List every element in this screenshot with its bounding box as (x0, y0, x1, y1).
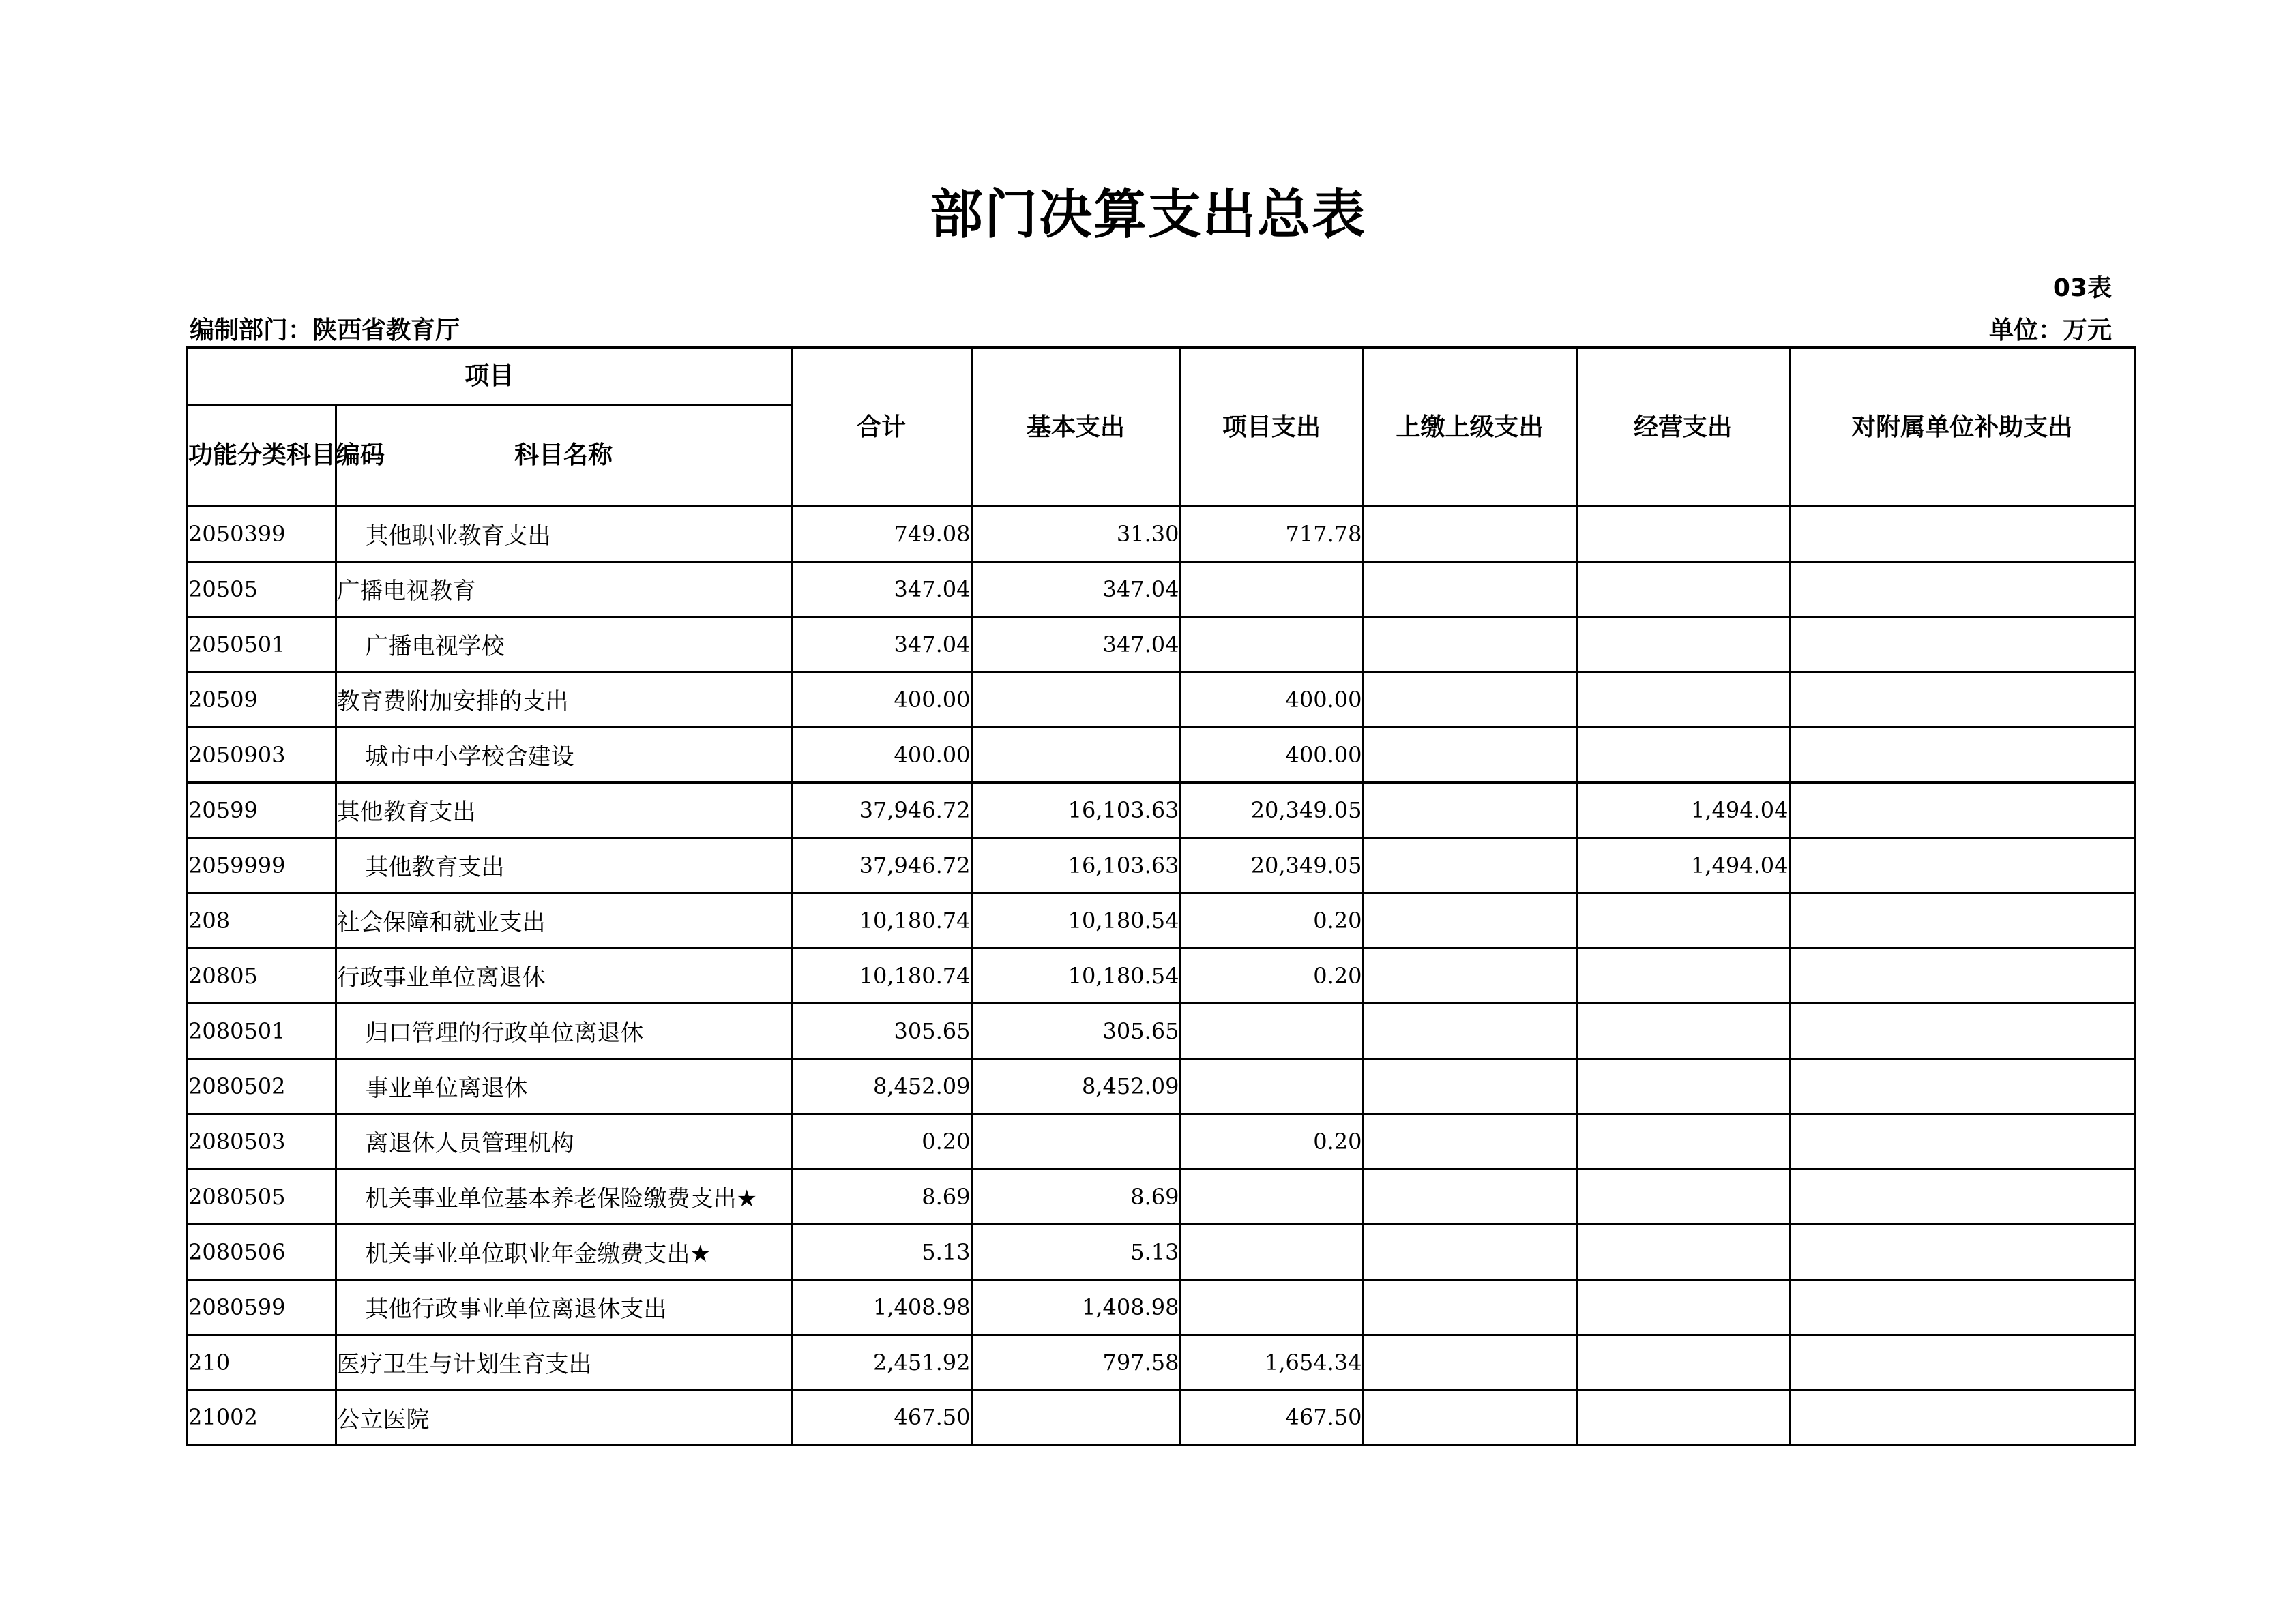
cell-total: 305.65 (791, 1003, 971, 1058)
header-project: 项目支出 (1180, 348, 1363, 506)
page-title: 部门决算支出总表 (929, 184, 1366, 245)
cell-basic (971, 672, 1180, 727)
cell-subsidy (1789, 1003, 2135, 1058)
header-subsidy: 对附属单位补助支出 (1789, 348, 2135, 506)
cell-basic (971, 727, 1180, 782)
cell-name: 机关事业单位职业年金缴费支出★ (336, 1224, 791, 1279)
cell-name: 事业单位离退休 (336, 1058, 791, 1114)
table-body (187, 506, 2135, 1445)
cell-name: 教育费附加安排的支出 (336, 672, 791, 727)
cell-subsidy (1789, 727, 2135, 782)
cell-upper (1363, 837, 1576, 893)
cell-upper (1363, 1114, 1576, 1169)
cell-project: 467.50 (1180, 1390, 1363, 1445)
cell-upper (1363, 1058, 1576, 1114)
cell-basic: 5.13 (971, 1224, 1180, 1279)
cell-basic: 16,103.63 (971, 782, 1180, 837)
cell-basic (971, 1114, 1180, 1169)
cell-subsidy (1789, 1224, 2135, 1279)
header-code: 功能分类科目编码 (187, 404, 336, 506)
table-row (187, 1335, 2135, 1390)
table-row (187, 506, 2135, 561)
cell-total: 749.08 (791, 506, 971, 561)
cell-business (1576, 1058, 1789, 1114)
cell-basic: 347.04 (971, 616, 1180, 672)
header-name: 科目名称 (336, 404, 791, 506)
cell-code: 20509 (187, 672, 336, 727)
cell-code: 2080506 (187, 1224, 336, 1279)
cell-upper (1363, 1335, 1576, 1390)
cell-code: 2080505 (187, 1169, 336, 1224)
cell-basic: 797.58 (971, 1335, 1180, 1390)
cell-basic: 8,452.09 (971, 1058, 1180, 1114)
cell-code: 2050399 (187, 506, 336, 561)
cell-name: 城市中小学校舍建设 (336, 727, 791, 782)
cell-business (1576, 561, 1789, 616)
expenditure-table (186, 346, 2136, 1446)
cell-basic: 10,180.54 (971, 893, 1180, 948)
unit-label: 单位：万元 (1988, 316, 2112, 344)
table-row (187, 1114, 2135, 1169)
cell-code: 210 (187, 1335, 336, 1390)
cell-business: 1,494.04 (1576, 782, 1789, 837)
cell-upper (1363, 1003, 1576, 1058)
cell-code: 2080503 (187, 1114, 336, 1169)
cell-basic: 16,103.63 (971, 837, 1180, 893)
cell-subsidy (1789, 948, 2135, 1003)
cell-project (1180, 561, 1363, 616)
department-label: 编制部门：陕西省教育厅 (190, 316, 460, 344)
cell-project (1180, 616, 1363, 672)
cell-upper (1363, 893, 1576, 948)
cell-name: 机关事业单位基本养老保险缴费支出★ (336, 1169, 791, 1224)
cell-total: 8.69 (791, 1169, 971, 1224)
cell-project: 717.78 (1180, 506, 1363, 561)
cell-upper (1363, 1224, 1576, 1279)
cell-upper (1363, 1390, 1576, 1445)
cell-business (1576, 1114, 1789, 1169)
cell-total: 37,946.72 (791, 782, 971, 837)
header-item: 项目 (187, 348, 791, 404)
cell-name: 其他教育支出 (336, 782, 791, 837)
cell-total: 37,946.72 (791, 837, 971, 893)
cell-code: 2059999 (187, 837, 336, 893)
table-row (187, 893, 2135, 948)
cell-subsidy (1789, 561, 2135, 616)
cell-name: 离退休人员管理机构 (336, 1114, 791, 1169)
cell-business (1576, 1224, 1789, 1279)
cell-business (1576, 616, 1789, 672)
header-business: 经营支出 (1576, 348, 1789, 506)
cell-subsidy (1789, 1335, 2135, 1390)
table-row (187, 561, 2135, 616)
cell-total: 400.00 (791, 672, 971, 727)
cell-project: 400.00 (1180, 727, 1363, 782)
cell-name: 行政事业单位离退休 (336, 948, 791, 1003)
cell-upper (1363, 1279, 1576, 1335)
cell-total: 2,451.92 (791, 1335, 971, 1390)
cell-subsidy (1789, 1279, 2135, 1335)
table-row (187, 727, 2135, 782)
cell-code: 20505 (187, 561, 336, 616)
cell-basic: 8.69 (971, 1169, 1180, 1224)
cell-upper (1363, 561, 1576, 616)
table-row (187, 1169, 2135, 1224)
cell-name: 广播电视学校 (336, 616, 791, 672)
cell-business (1576, 1003, 1789, 1058)
cell-total: 10,180.74 (791, 948, 971, 1003)
cell-business: 1,494.04 (1576, 837, 1789, 893)
cell-total: 10,180.74 (791, 893, 971, 948)
cell-total: 347.04 (791, 561, 971, 616)
cell-project: 20,349.05 (1180, 782, 1363, 837)
table-row (187, 782, 2135, 837)
cell-subsidy (1789, 1058, 2135, 1114)
table-row (187, 672, 2135, 727)
cell-total: 5.13 (791, 1224, 971, 1279)
cell-business (1576, 1279, 1789, 1335)
cell-project (1180, 1058, 1363, 1114)
table-row (187, 1058, 2135, 1114)
cell-business (1576, 506, 1789, 561)
cell-basic: 347.04 (971, 561, 1180, 616)
table-row (187, 1003, 2135, 1058)
cell-subsidy (1789, 672, 2135, 727)
cell-project: 400.00 (1180, 672, 1363, 727)
cell-name: 公立医院 (336, 1390, 791, 1445)
cell-code: 20599 (187, 782, 336, 837)
cell-business (1576, 1390, 1789, 1445)
header-basic: 基本支出 (971, 348, 1180, 506)
cell-business (1576, 893, 1789, 948)
cell-project (1180, 1169, 1363, 1224)
cell-total: 8,452.09 (791, 1058, 971, 1114)
cell-code: 208 (187, 893, 336, 948)
cell-name: 社会保障和就业支出 (336, 893, 791, 948)
cell-name: 其他行政事业单位离退休支出 (336, 1279, 791, 1335)
cell-business (1576, 1169, 1789, 1224)
cell-code: 2080501 (187, 1003, 336, 1058)
cell-subsidy (1789, 893, 2135, 948)
cell-project: 0.20 (1180, 948, 1363, 1003)
cell-code: 20805 (187, 948, 336, 1003)
cell-project (1180, 1279, 1363, 1335)
cell-name: 广播电视教育 (336, 561, 791, 616)
cell-subsidy (1789, 837, 2135, 893)
table-row (187, 1224, 2135, 1279)
cell-total: 467.50 (791, 1390, 971, 1445)
cell-upper (1363, 506, 1576, 561)
cell-total: 0.20 (791, 1114, 971, 1169)
cell-subsidy (1789, 616, 2135, 672)
cell-business (1576, 1335, 1789, 1390)
cell-basic: 305.65 (971, 1003, 1180, 1058)
table-row (187, 837, 2135, 893)
table-row (187, 1279, 2135, 1335)
cell-subsidy (1789, 506, 2135, 561)
cell-total: 1,408.98 (791, 1279, 971, 1335)
header-total: 合计 (791, 348, 971, 506)
table-number: 03表 (2052, 274, 2112, 302)
table-row (187, 616, 2135, 672)
cell-total: 400.00 (791, 727, 971, 782)
cell-upper (1363, 782, 1576, 837)
cell-name: 其他教育支出 (336, 837, 791, 893)
cell-basic: 1,408.98 (971, 1279, 1180, 1335)
cell-subsidy (1789, 782, 2135, 837)
cell-name: 归口管理的行政单位离退休 (336, 1003, 791, 1058)
cell-subsidy (1789, 1114, 2135, 1169)
cell-name: 其他职业教育支出 (336, 506, 791, 561)
cell-code: 2050501 (187, 616, 336, 672)
cell-upper (1363, 616, 1576, 672)
cell-project (1180, 1224, 1363, 1279)
cell-basic: 10,180.54 (971, 948, 1180, 1003)
cell-subsidy (1789, 1390, 2135, 1445)
cell-subsidy (1789, 1169, 2135, 1224)
table-row (187, 1390, 2135, 1445)
cell-project: 1,654.34 (1180, 1335, 1363, 1390)
cell-upper (1363, 948, 1576, 1003)
cell-project: 20,349.05 (1180, 837, 1363, 893)
cell-business (1576, 672, 1789, 727)
cell-name: 医疗卫生与计划生育支出 (336, 1335, 791, 1390)
cell-basic (971, 1390, 1180, 1445)
cell-upper (1363, 1169, 1576, 1224)
table-row (187, 948, 2135, 1003)
cell-code: 2080502 (187, 1058, 336, 1114)
cell-code: 2050903 (187, 727, 336, 782)
cell-project: 0.20 (1180, 1114, 1363, 1169)
cell-total: 347.04 (791, 616, 971, 672)
cell-code: 21002 (187, 1390, 336, 1445)
cell-business (1576, 948, 1789, 1003)
cell-code: 2080599 (187, 1279, 336, 1335)
cell-upper (1363, 672, 1576, 727)
cell-project (1180, 1003, 1363, 1058)
cell-upper (1363, 727, 1576, 782)
cell-basic: 31.30 (971, 506, 1180, 561)
cell-project: 0.20 (1180, 893, 1363, 948)
header-upper: 上缴上级支出 (1363, 348, 1576, 506)
cell-business (1576, 727, 1789, 782)
